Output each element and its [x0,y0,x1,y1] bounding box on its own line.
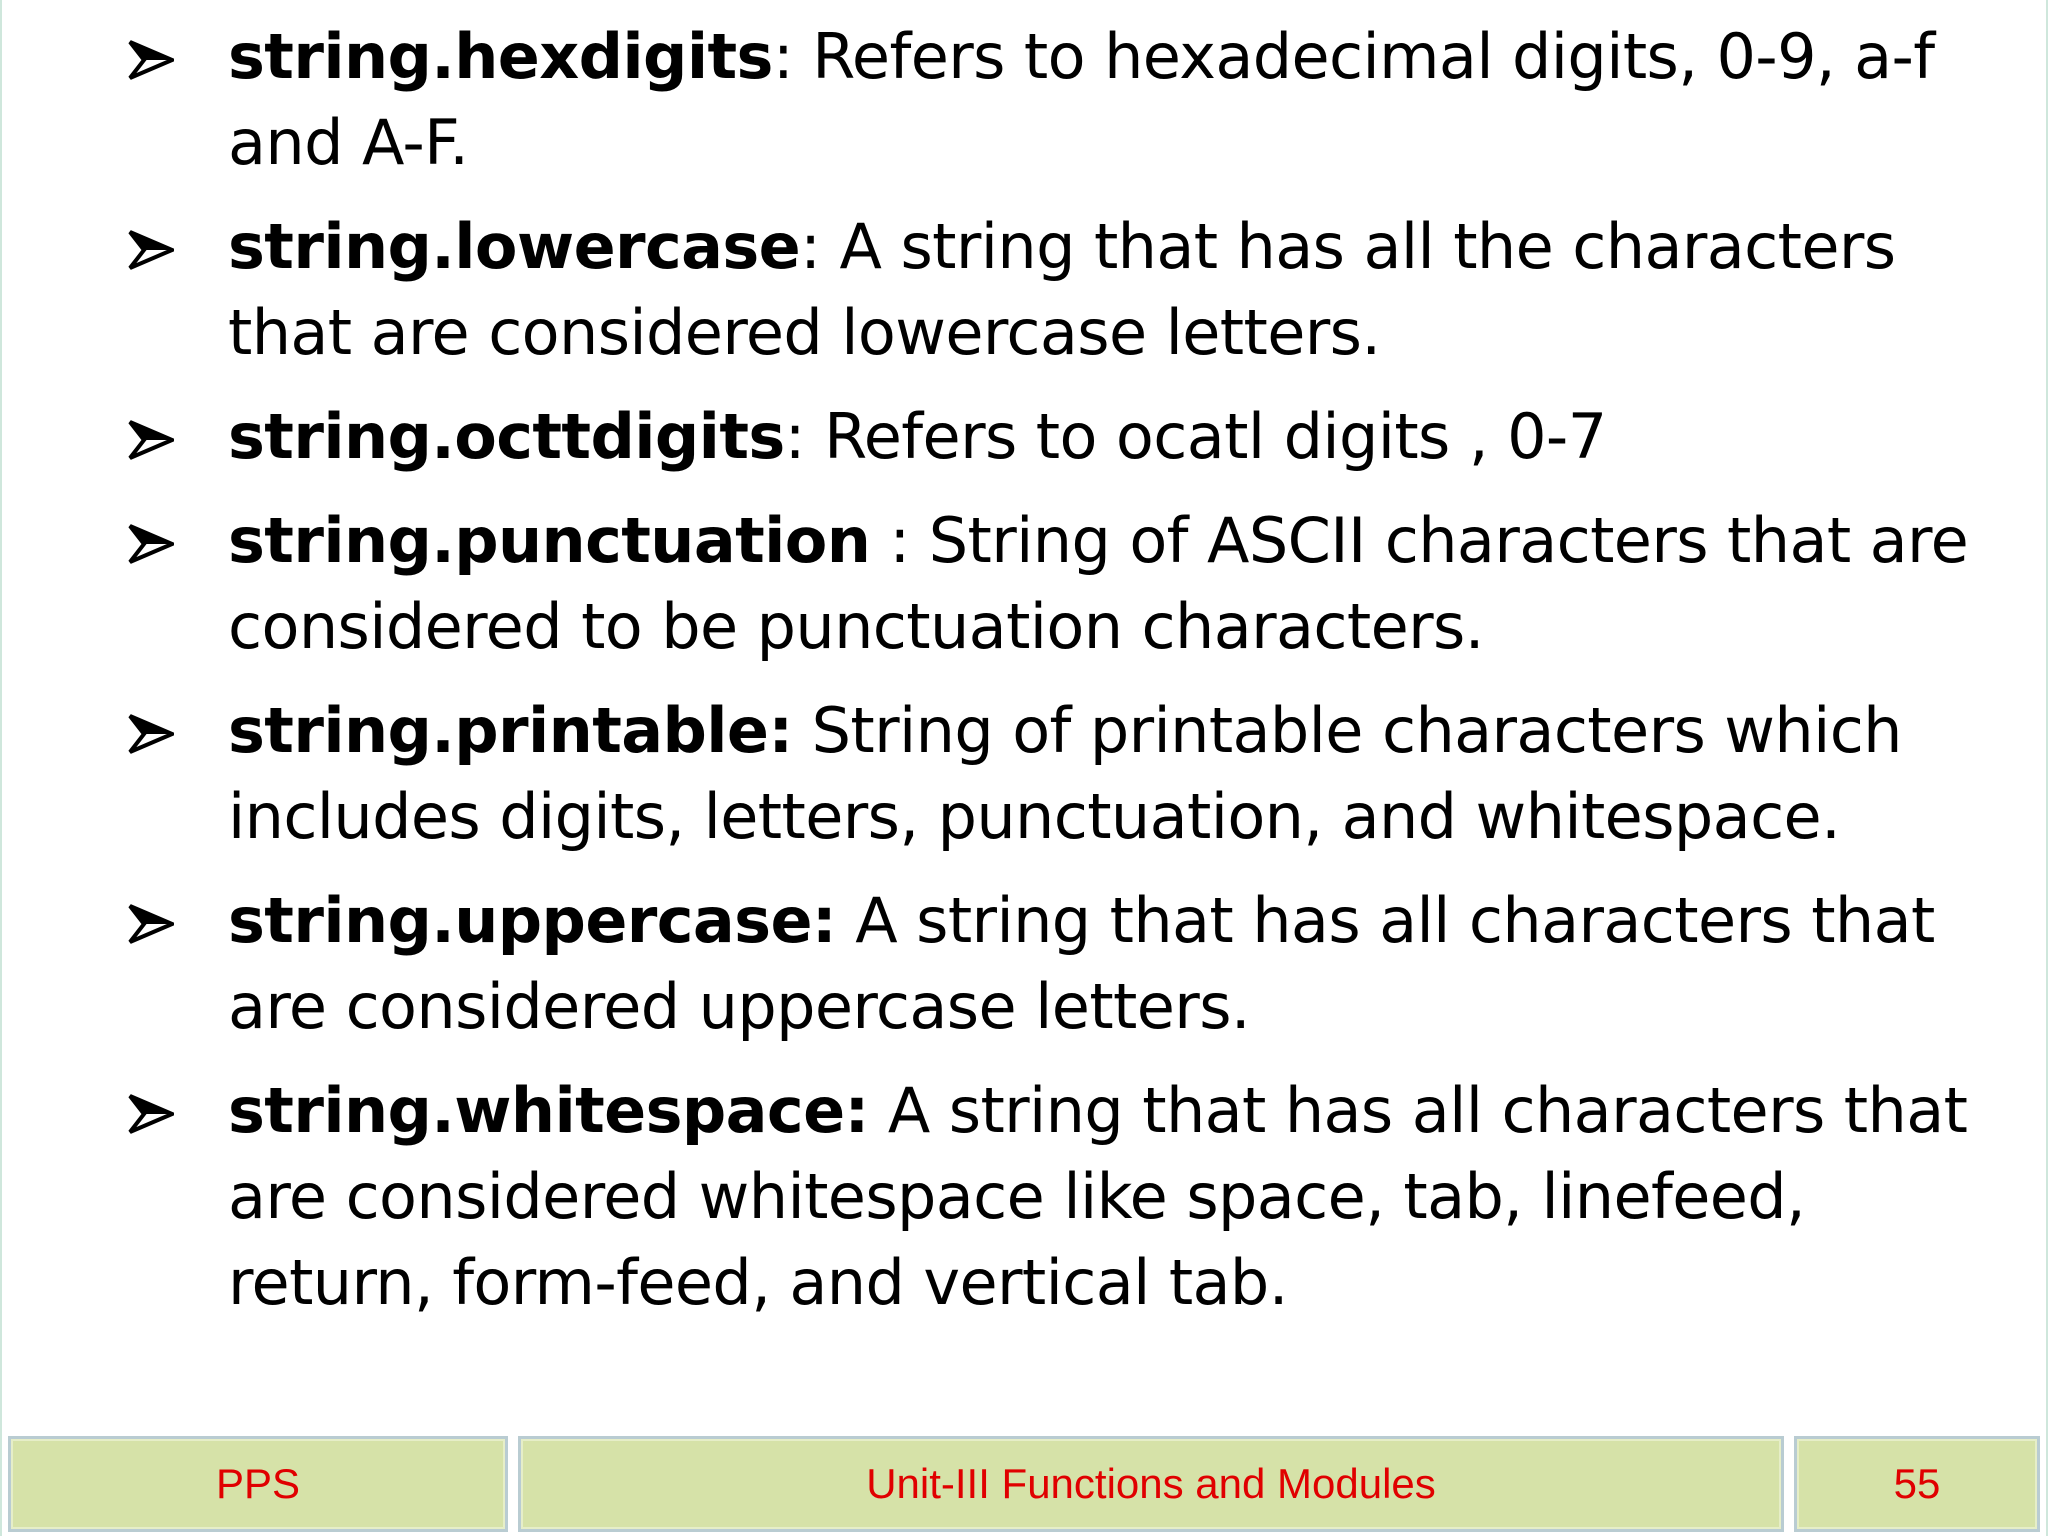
bullet-item [122,394,2002,480]
footer-course: PPS [8,1436,508,1532]
bullet-text: : String of ASCII characters that are considered to be punctuation characters. [228,504,1969,663]
bullet-text: A string that has all characters that are considered whitespace like space, tab, linefeed, return, form-feed, and vertical tab. [228,1074,1968,1319]
arrow-bullet-icon [128,38,174,82]
arrow-bullet-icon [128,902,174,946]
bullet-item [122,878,2002,1050]
bullet-item [122,204,2002,376]
arrow-bullet-icon [128,228,174,272]
arrow-bullet-icon [128,418,174,462]
bullet-term: string.lowercase [228,210,801,283]
bullet-item [122,1068,2002,1326]
bullet-term: string.whitespace: [228,1074,869,1147]
bullet-text: A string that has all characters that are considered uppercase letters. [228,884,1935,1043]
bullet-text: : A string that has all the characters that are considered lowercase letters. [228,210,1896,369]
arrow-bullet-icon [128,522,174,566]
bullet-item [122,498,2002,670]
bullet-item [122,14,2002,186]
bullet-text: String of printable characters which includes digits, letters, punctuation, and whitespace. [228,694,1902,853]
bullet-list [122,14,2002,1344]
bullet-text: : Refers to ocatl digits , 0-7 [784,400,1607,473]
arrow-bullet-icon [128,1092,174,1136]
bullet-term: string.uppercase: [228,884,837,957]
slide-footer [8,1436,2040,1532]
bullet-text: : Refers to hexadecimal digits, 0-9, a-f and A-F. [228,20,1935,179]
bullet-term: string.octtdigits [228,400,785,473]
bullet-term: string.hexdigits [228,20,773,93]
bullet-term: string.printable: [228,694,793,767]
bullet-term: string.punctuation [228,504,871,577]
footer-page-number: 55 [1794,1436,2040,1532]
arrow-bullet-icon [128,712,174,756]
bullet-item [122,688,2002,860]
footer-title: Unit-III Functions and Modules [518,1436,1784,1532]
